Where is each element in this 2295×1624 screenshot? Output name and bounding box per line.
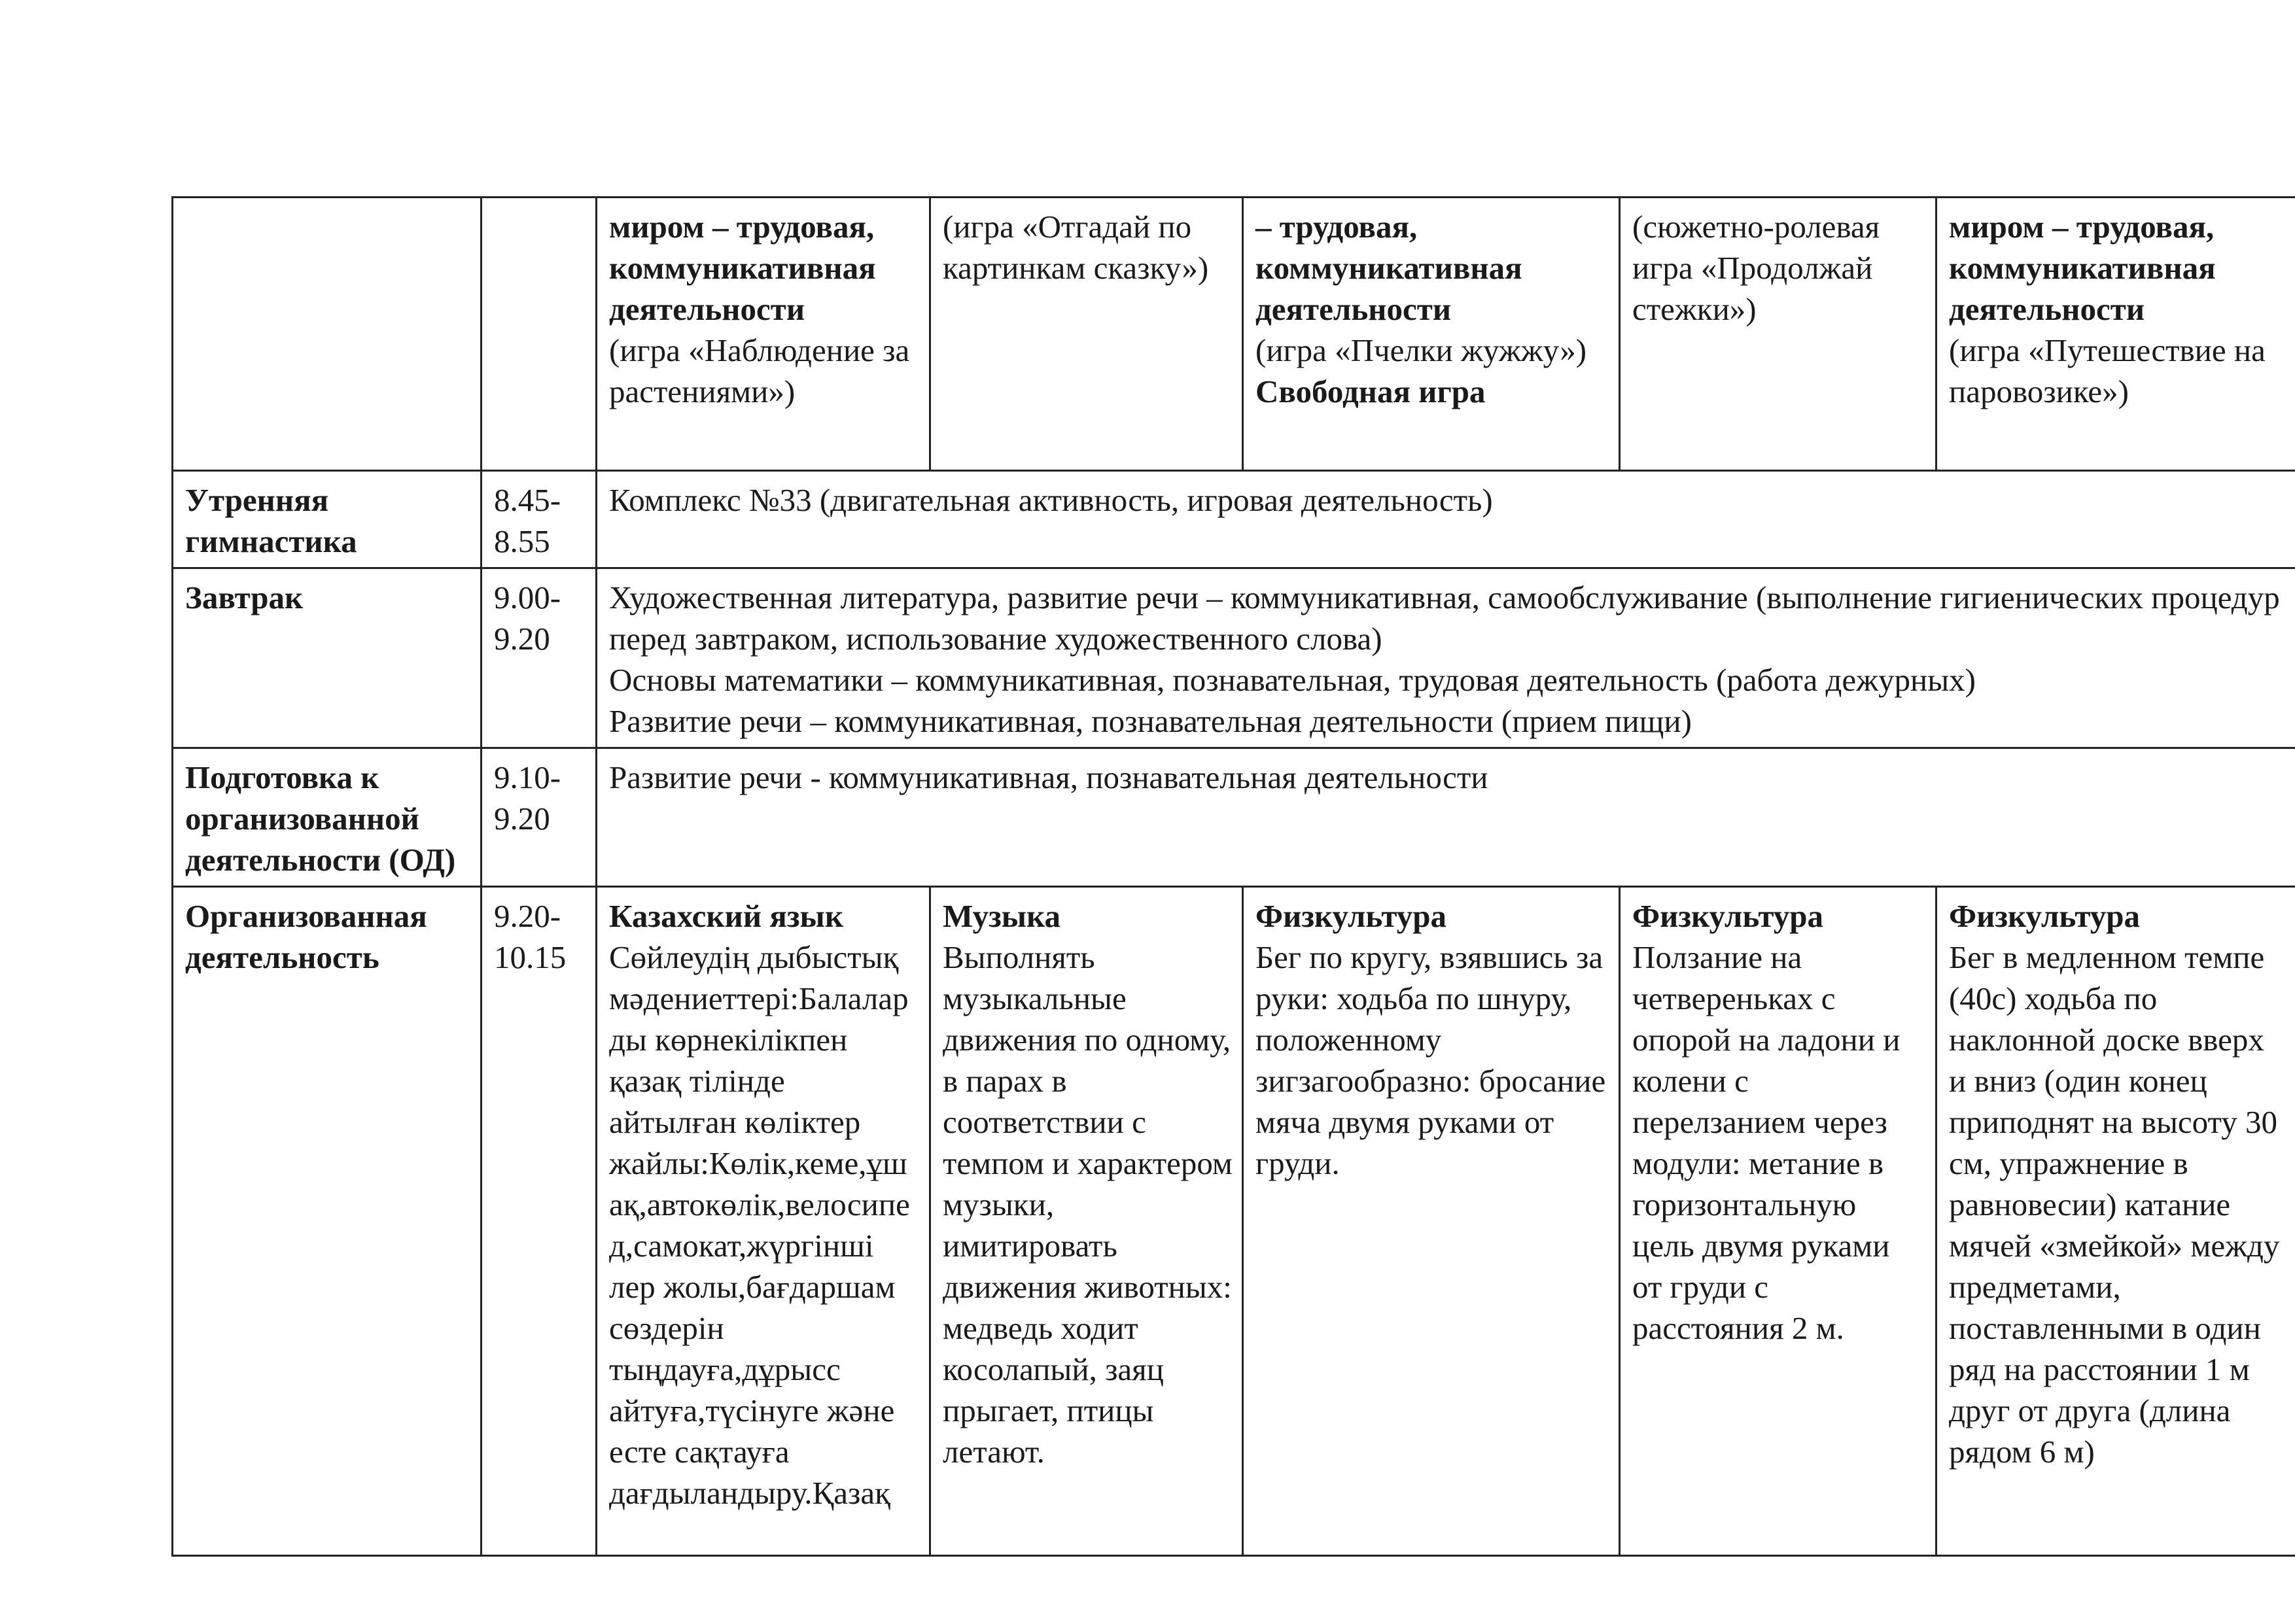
time-cell-empty bbox=[482, 198, 597, 471]
table-row-organized-activity bbox=[173, 887, 2295, 1556]
subject-description: Бег по кругу, взявшись за руки: ходьба по шнуру, положенному зигзагообразно: бросание мяча двумя руками от груди. bbox=[1255, 939, 1606, 1181]
table-row-breakfast bbox=[173, 568, 2295, 748]
day-cell-2 bbox=[930, 887, 1243, 1556]
activity-title: миром – трудовая, коммуникативная деятельности bbox=[609, 209, 876, 327]
row-label: Утренняя гимнастика bbox=[173, 471, 482, 568]
content-line: Художественная литература, развитие речи – коммуникативная, самообслуживание (выполнение гигиенических процедур перед завтраком, использование художественного слова) bbox=[609, 579, 2280, 657]
row-label: Завтрак bbox=[173, 568, 482, 748]
activity-title: Свободная игра bbox=[1255, 373, 1486, 409]
activity-text: (сюжетно-ролевая игра «Продолжай стежки») bbox=[1632, 209, 1880, 327]
day-cell-5 bbox=[1936, 198, 2295, 471]
row-label: Подготовка к организованной деятельности (ОД) bbox=[173, 748, 482, 887]
row-time: 9.20-10.15 bbox=[482, 887, 597, 1556]
subject-description: Выполнять музыкальные движения по одному, в парах в соответствии с темпом и характером музыки, имитировать движения животных: медведь ходит косолапый, заяц прыгает, птицы летают. bbox=[943, 939, 1233, 1470]
row-time: 8.45-8.55 bbox=[482, 471, 597, 568]
row-content: Развитие речи - коммуникативная, познавательная деятельности bbox=[597, 748, 2295, 887]
row-label: Организованная деятельность bbox=[173, 887, 482, 1556]
activity-text: (игра «Наблюдение за растениями») bbox=[609, 332, 910, 409]
content-line: Основы математики – коммуникативная, познавательная, трудовая деятельность (работа дежурных) bbox=[609, 662, 1976, 698]
day-cell-3 bbox=[1243, 887, 1620, 1556]
table-row-preparation bbox=[173, 748, 2295, 887]
table-row-continuation bbox=[173, 198, 2295, 471]
day-cell-4 bbox=[1620, 198, 1936, 471]
day-cell-5 bbox=[1936, 887, 2295, 1556]
activity-text: (игра «Путешествие на паровозике») bbox=[1949, 332, 2266, 409]
activity-text: (игра «Отгадай по картинкам сказку») bbox=[943, 209, 1209, 286]
day-cell-4 bbox=[1620, 887, 1936, 1556]
subject-description: Бег в медленном темпе (40с) ходьба по наклонной доске вверх и вниз (один конец приподнят на высоту 30 см, упражнение в равновесии) катание мячей «змейкой» между предметами, поставленными в один ряд на расстоянии 1 м друг от друга (длина рядом 6 м) bbox=[1949, 939, 2280, 1470]
row-time: 9.10-9.20 bbox=[482, 748, 597, 887]
day-cell-1 bbox=[597, 887, 930, 1556]
subject-title: Музыка bbox=[943, 898, 1061, 934]
label-cell-empty bbox=[173, 198, 482, 471]
subject-title: Казахский язык bbox=[609, 898, 844, 934]
activity-title: – трудовая, коммуникативная деятельности bbox=[1255, 209, 1522, 327]
row-content bbox=[597, 568, 2295, 748]
day-cell-2 bbox=[930, 198, 1243, 471]
subject-title: Физкультура bbox=[1632, 898, 1824, 934]
activity-text: (игра «Пчелки жужжу») bbox=[1255, 332, 1587, 368]
content-line: Развитие речи – коммуникативная, познавательная деятельности (прием пищи) bbox=[609, 703, 1692, 739]
table-row-morning-gymnastics bbox=[173, 471, 2295, 568]
subject-description: Сөйлеудің дыбыстық мәдениеттері:Балаларды көрнекілікпен қазақ тілінде айтылған көліктер жайлы:Көлік,кеме,ұшақ,автокөлік,велосипед,самокат,жүргінші лер жолы,бағдаршам сөздерін тыңдауға,дұрысс айтуға,түсінуге және есте сақтауға дағдыландыру.Қазақ bbox=[609, 939, 910, 1511]
subject-title: Физкультура bbox=[1949, 898, 2141, 934]
row-content: Комплекс №33 (двигательная активность, игровая деятельность) bbox=[597, 471, 2295, 568]
day-cell-1 bbox=[597, 198, 930, 471]
activity-title: миром – трудовая, коммуникативная деятельности bbox=[1949, 209, 2216, 327]
day-cell-3 bbox=[1243, 198, 1620, 471]
subject-description: Ползание на четвереньках с опорой на ладони и колени с перелзанием через модули: метание в горизонтальную цель двумя руками от груди с расстояния 2 м. bbox=[1632, 939, 1901, 1346]
daily-schedule-table bbox=[171, 196, 2295, 1557]
row-time: 9.00-9.20 bbox=[482, 568, 597, 748]
subject-title: Физкультура bbox=[1255, 898, 1447, 934]
